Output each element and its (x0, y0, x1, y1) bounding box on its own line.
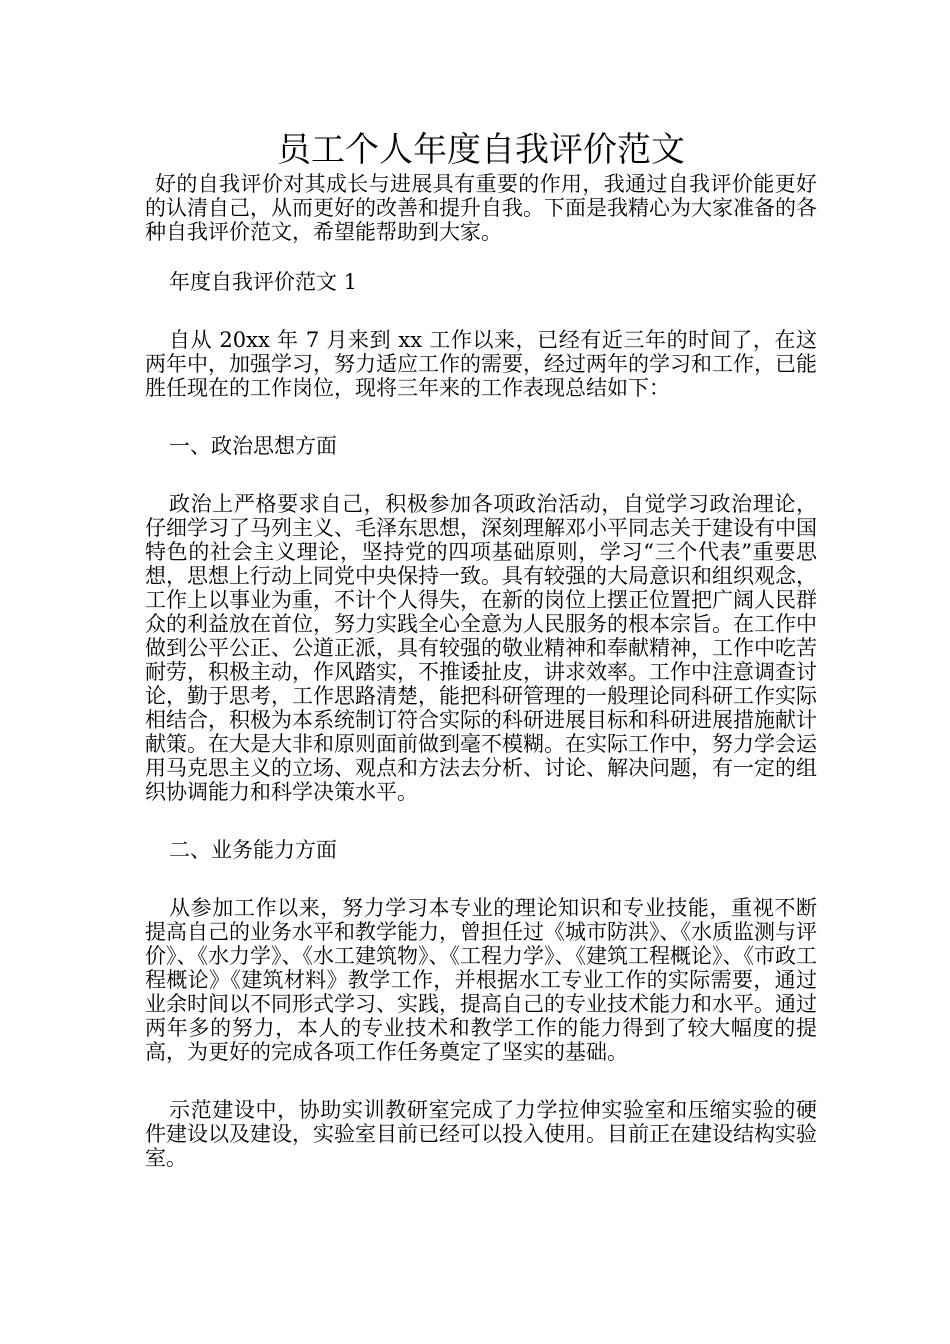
spacer (145, 294, 817, 328)
spacer (145, 400, 817, 434)
spacer (145, 804, 817, 838)
opening-paragraph: 自从 20xx 年 7 月来到 xx 工作以来，已经有近三年的时间了，在这两年中，加强学习，努力适应工作的需要，经过两年的学习和工作，已能胜任现在的工作岗位，现将三年来的工作表现总结如下： (145, 328, 817, 400)
spacer (145, 862, 817, 896)
spacer (145, 458, 817, 492)
professional-paragraph: 从参加工作以来，努力学习本专业的理论知识和专业技能，重视不断提高自己的业务水平和教学能力，曾担任过《城市防洪》、《水质监测与评价》、《水力学》、《水工建筑物》、《工程力学》、《建筑工程概论》、《市政工程概论》《建筑材料》教学工作，并根据水工专业工作的实际需要，通过业余时间以不同形式学习、实践，提高自己的专业技术能力和水平。通过两年多的努力，本人的专业技术和教学工作的能力得到了较大幅度的提高，为更好的完成各项工作任务奠定了坚实的基础。 (145, 896, 817, 1064)
intro-paragraph: 好的自我评价对其成长与进展具有重要的作用，我通过自我评价能更好的认清自己，从而更好的改善和提升自我。下面是我精心为大家准备的各种自我评价范文，希望能帮助到大家。 (145, 172, 817, 244)
document-page (145, 128, 817, 1170)
lab-paragraph: 示范建设中，协助实训教研室完成了力学拉伸实验室和压缩实验的硬件建设以及建设，实验室目前已经可以投入使用。目前正在建设结构实验室。 (145, 1098, 817, 1170)
spacer (145, 1064, 817, 1098)
political-paragraph: 政治上严格要求自己，积极参加各项政治活动，自觉学习政治理论，仔细学习了马列主义、毛泽东思想，深刻理解邓小平同志关于建设有中国特色的社会主义理论，坚持党的四项基础原则，学习“三个代表”重要思想，思想上行动上同党中央保持一致。具有较强的大局意识和组织观念，工作上以事业为重，不计个人得失，在新的岗位上摆正位置把广阔人民群众的利益放在首位，努力实践全心全意为人民服务的根本宗旨。在工作中做到公平公正、公道正派，具有较强的敬业精神和奉献精神，工作中吃苦耐劳，积极主动，作风踏实，不推诿扯皮，讲求效率。工作中注意调查讨论，勤于思考，工作思路清楚，能把科研管理的一般理论同科研工作实际相结合，积极为本系统制订符合实际的科研进展目标和科研进展措施献计献策。在大是大非和原则面前做到毫不模糊。在实际工作中，努力学会运用马克思主义的立场、观点和方法去分析、讨论、解决问题，有一定的组织协调能力和科学决策水平。 (145, 492, 817, 804)
heading-professional: 二、业务能力方面 (169, 838, 337, 862)
heading-political: 一、政治思想方面 (169, 434, 337, 458)
spacer (145, 244, 817, 270)
document-title: 员工个人年度自我评价范文 (277, 130, 685, 170)
section-title: 年度自我评价范文 1 (169, 270, 358, 294)
